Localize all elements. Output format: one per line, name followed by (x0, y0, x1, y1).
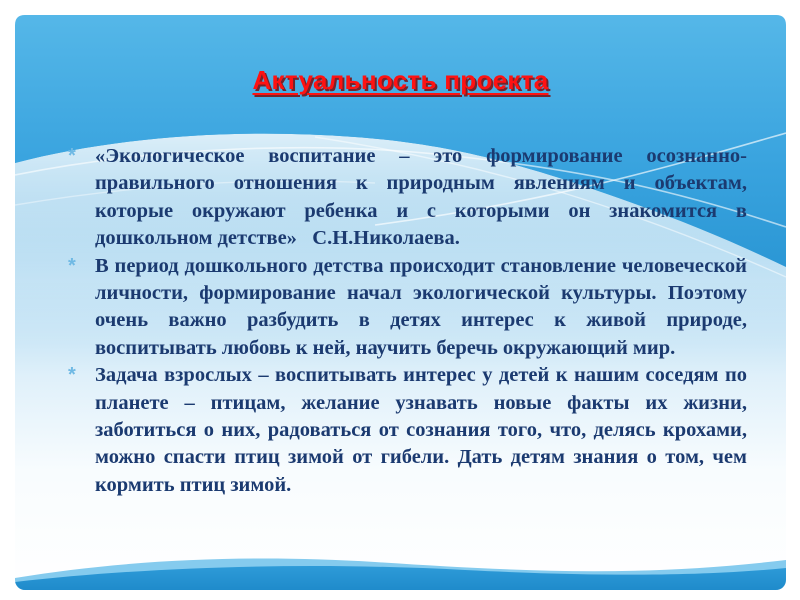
bullet-text: В период дошкольного детства происходит становление человеческой личности, формирование начал экологической культуры. Поэтому очень важно разбудить в детях интерес к живой природе, воспитывать любовь к ней, научить беречь окружающий мир. (95, 254, 747, 359)
slide (15, 15, 786, 590)
asterisk-bullet-icon: * (68, 364, 76, 387)
asterisk-bullet-icon: * (68, 145, 76, 167)
bullet-item (68, 253, 747, 363)
bullet-item (68, 143, 747, 253)
bullet-text: «Экологическое воспитание – это формирование осознанно-правильного отношения к природным явлениям и объектам, которые окружают ребенка и с которыми он знакомится в дошкольном детстве» С.Н.Николаева. (95, 145, 747, 250)
footer-wave-graphic (15, 550, 786, 590)
slide-title: Актуальность проекта (252, 65, 549, 95)
bullet-list (68, 143, 747, 499)
bullet-text: Задача взрослых – воспитывать интерес у детей к нашим соседям по планете – птицам, желание узнавать новые факты их жизни, заботиться о них, радоваться от сознания того, что, делясь крохами, можно спасти птиц зимой от гибели. Дать детям знания о том, чем кормить птиц зимой. (95, 364, 747, 496)
bullet-item (68, 362, 747, 499)
asterisk-bullet-icon: * (68, 254, 76, 277)
